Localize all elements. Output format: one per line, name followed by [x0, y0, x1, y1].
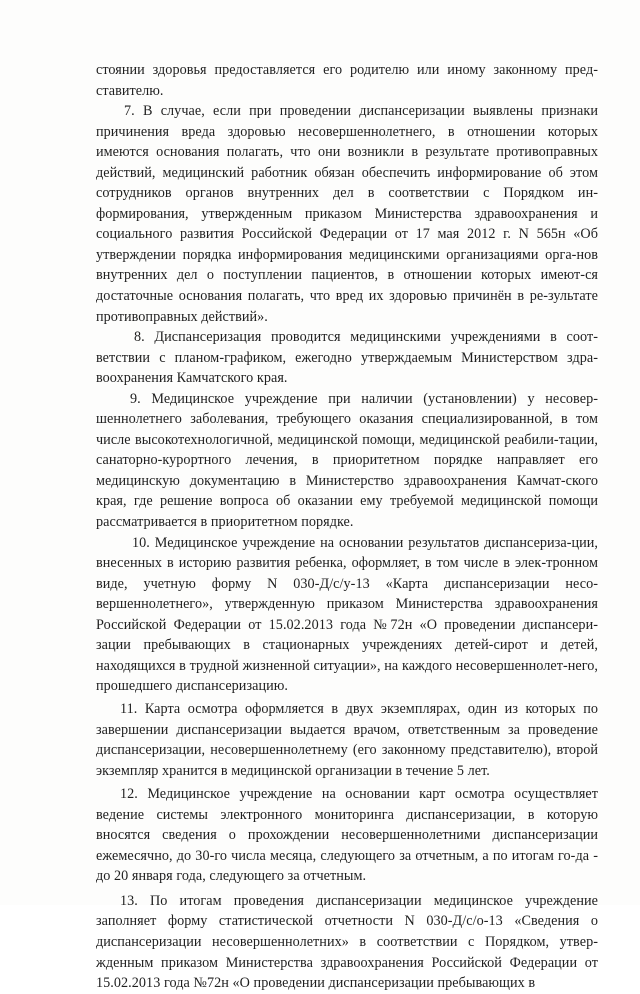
paragraph-7: 7. В случае, если при проведении диспансеризации выявлены признаки причинения вреда здоровью несовершеннолетнего, в отношении которых имеются основания полагать, что они возникли в результате противоправных действий, медицинский работник обязан обеспечить информирование об этом сотрудников органов внутренних дел в соответствии с Порядком ин-формирования, утвержденным приказом Министерства здравоохранения и социального развития Российской Федерации от 17 мая 2012 г. N 565н «Об утверждении порядка информирования медицинскими организациями орга-нов внутренних дел о поступлении пациентов, в отношении которых имеют-ся достаточные основания полагать, что вред их здоровью причинён в ре-зультате противоправных действий». — [96, 103, 598, 325]
paragraph-10: 10. Медицинское учреждение на основании результатов диспансериза-ции, внесенных в историю развития ребенка, оформляет, в том числе в элек-тронном виде, учетную форму N 030-Д/с/у-13 «Карта диспансеризации несо-вершеннолетнего», утвержденную приказом Министерства здравоохранения Российской Федерации от 15.02.2013 года №72н «О проведении диспансери-зации пребывающих в стационарных учреждениях детей-сирот и детей, находящихся в трудной жизненной ситуации», на каждого несовершеннолет-него, прошедшего диспансеризацию. — [96, 534, 598, 695]
paragraph-11: 11. Карта осмотра оформляется в двух экземплярах, один из которых по завершении диспансеризации выдается врачом, ответственным за проведение диспансеризации, несовершеннолетнему (его законному представителю), второй экземпляр хранится в медицинской организации в течение 5 лет. — [96, 700, 598, 779]
paragraph-9: 9. Медицинское учреждение при наличии (установлении) у несовер-шеннолетнего заболевания, требующего оказания специализированной, в том числе высокотехнологичной, медицинской помощи, медицинской реабили-тации, санаторно-курортного лечения, в приоритетном порядке направляет его медицинскую документацию в Министерство здравоохранения Камчат-ского края, где решение вопроса об оказании ему требуемой медицинской помощи рассматривается в приоритетном порядке. — [96, 390, 598, 531]
document-body — [96, 60, 598, 994]
paragraph-8: 8. Диспансеризация проводится медицинскими учреждениями в соот-ветствии с планом-графиком, ежегодно утверждаемым Министерством здра-воохранения Камчатского края. — [96, 329, 598, 387]
paragraph-continuation: стоянии здоровья предоставляется его родителю или иному законному пред-ставителю. — [96, 62, 598, 99]
paragraph-12: 12. Медицинское учреждение на основании карт осмотра осуществляет ведение системы электронного мониторинга диспансеризации, в которую вносятся сведения о прохождении несовершеннолетними диспансеризации ежемесячно, до 30-го числа месяца, следующего за отчетным, а по итогам го-да - до 20 января года, следующего за отчетным. — [96, 786, 598, 885]
paragraph-13: 13. По итогам проведения диспансеризации медицинское учреждение заполняет форму статистической отчетности N 030-Д/с/о-13 «Сведения о диспансеризации несовершеннолетних» в соответствии с Порядком, утвер-жденным приказом Министерства здравоохранения Российской Федерации от 15.02.2013 года №72н «О проведении диспансеризации пребывающих в — [96, 892, 598, 992]
